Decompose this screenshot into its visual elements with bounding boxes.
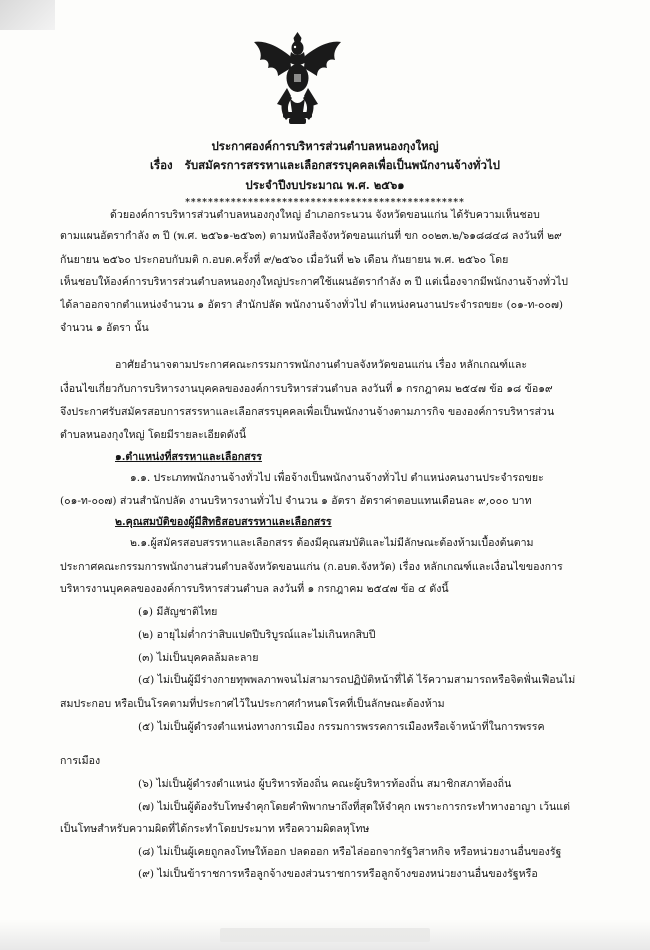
subject-text: รับสมัครการสรรหาและเลือกสรรบุคคลเพื่อเป็นพนักงานจ้างทั่วไป <box>184 158 500 172</box>
separator-line: ************************************************* <box>185 198 465 208</box>
qualification-item: (๖) ไม่เป็นผู้ดำรงตำแหน่ง ผู้บริหารท้องถิ่น คณะผู้บริหารท้องถิ่น สมาชิกสภาท้องถิ่น <box>138 778 512 790</box>
paragraph-line: จึงประกาศรับสมัครสอบการสรรหาและเลือกสรรบุคคลเพื่อเป็นพนักงานจ้างตามภารกิจ ขององค์การบริหารส่วน <box>60 406 555 418</box>
qualification-item: (๓) ไม่เป็นบุคคลล้มละลาย <box>138 652 259 664</box>
paragraph-line: ได้ลาออกจากตำแหน่งจำนวน ๑ อัตรา สำนักปลัด พนักงานจ้างทั่วไป ตำแหน่งคนงานประจำรถขยะ (๐๑-ท-๐๐๗) <box>60 299 564 311</box>
section-2-line: ประกาศคณะกรรมการพนักงานส่วนตำบลจังหวัดขอนแก่น (ก.อบต.จังหวัด) เรื่อง หลักเกณฑ์และเงื่อนไขของการ <box>60 561 563 573</box>
paragraph-line: จำนวน ๑ อัตรา นั้น <box>60 322 149 334</box>
fiscal-year: ประจำปีงบประมาณ พ.ศ. ๒๕๖๑ <box>245 178 405 192</box>
qualification-item-cont: สมประกอบ หรือเป็นโรคตามที่ประกาศไว้ในประกาศกำหนดโรคที่เป็นลักษณะต้องห้าม <box>60 698 445 710</box>
section-1-line: ๑.๑. ประเภทพนักงานจ้างทั่วไป เพื่อจ้างเป็นพนักงานจ้างทั่วไป ตำแหน่งคนงานประจำรถขยะ <box>130 472 544 484</box>
paragraph-line: เงื่อนไขเกี่ยวกับการบริหารงานบุคคลขององค์การบริหารส่วนตำบล ลงวันที่ ๑ กรกฎาคม ๒๕๔๗ ข้อ ๑๘ ข้อ๑๙ <box>60 383 553 395</box>
paragraph-line: อาศัยอำนาจตามประกาศคณะกรรมการพนักงานตำบลจังหวัดขอนแก่น เรื่อง หลักเกณฑ์และ <box>115 359 528 371</box>
qualification-item: (๑) มีสัญชาติไทย <box>138 606 218 618</box>
document-title: ประกาศองค์การบริหารส่วนตำบลหนองกุงใหญ่ <box>211 139 439 153</box>
qualification-item: (๗) ไม่เป็นผู้ต้องรับโทษจำคุกโดยคำพิพากษาถึงที่สุดให้จำคุก เพราะการกระทำทางอาญา เว้นแต่ <box>138 801 571 813</box>
qualification-item: (๔) ไม่เป็นผู้มีร่างกายทุพพลภาพจนไม่สามารถปฏิบัติหน้าที่ได้ ไร้ความสามารถหรือจิตฟั่นเฟือนไม่ <box>138 674 576 686</box>
garuda-emblem-icon <box>250 28 345 128</box>
qualification-item-cont: เป็นโทษสำหรับความผิดที่ได้กระทำโดยประมาท หรือความผิดลหุโทษ <box>60 823 370 835</box>
paragraph-line: ตำบลหนองกุงใหญ่ โดยมีรายละเอียดดังนี้ <box>60 429 247 441</box>
document-subject <box>0 156 650 174</box>
paragraph-line: กันยายน ๒๕๖๐ ประกอบกับมติ ก.อบต.ครั้งที่ ๙/๒๕๖๐ เมื่อวันที่ ๒๖ เดือน กันยายน พ.ศ. ๒๕๖๐ โดย <box>60 254 509 266</box>
qualification-item: (๘) ไม่เป็นผู้เคยถูกลงโทษให้ออก ปลดออก หรือไล่ออกจากรัฐวิสาหกิจ หรือหน่วยงานอื่นของรัฐ <box>138 846 562 858</box>
paragraph-line: เห็นชอบให้องค์การบริหารส่วนตำบลหนองกุงใหญ่ประกาศใช้แผนอัตรากำลัง ๓ ปี แต่เนื่องจากมีพนักงานจ้างทั่วไป <box>60 276 569 288</box>
section-2-title: ๒.คุณสมบัติของผู้มีสิทธิสอบสรรหาและเลือกสรร <box>115 516 332 528</box>
paragraph-line: ด้วยองค์การบริหารส่วนตำบลหนองกุงใหญ่ อำเภอกระนวน จังหวัดขอนแก่น ได้รับความเห็นชอบ <box>110 209 540 221</box>
qualification-item-cont: การเมือง <box>60 755 101 767</box>
section-1-title: ๑.ตำแหน่งที่สรรหาและเลือกสรร <box>115 451 262 463</box>
scan-edge-shadow <box>0 920 650 950</box>
subject-label: เรื่อง <box>150 158 173 172</box>
qualification-item: (๒) อายุไม่ต่ำกว่าสิบแปดปีบริบูรณ์และไม่เกินหกสิบปี <box>138 629 376 641</box>
paragraph-line: ตามแผนอัตรากำลัง ๓ ปี (พ.ศ. ๒๕๖๑-๒๕๖๓) ตามหนังสือจังหวัดขอนแก่นที่ ขก ๐๐๒๓.๒/๖๑๘๘๔๘ ลงวันที่ ๒๙ <box>60 230 562 242</box>
qualification-item: (๕) ไม่เป็นผู้ดำรงตำแหน่งทางการเมือง กรรมการพรรคการเมืองหรือเจ้าหน้าที่ในการพรรค <box>138 721 545 733</box>
section-1-line: (๐๑-ท-๐๐๗) ส่วนสำนักปลัด งานบริหารงานทั่วไป จำนวน ๑ อัตรา อัตราค่าตอบแทนเดือนละ ๙,๐๐๐ บาท <box>60 495 532 507</box>
qualification-item: (๙) ไม่เป็นข้าราชการหรือลูกจ้างของส่วนราชการหรือลูกจ้างของหน่วยงานอื่นของรัฐหรือ <box>138 868 538 880</box>
scan-edge-shadow <box>0 0 55 30</box>
section-2-line: บริหารงานบุคคลขององค์การบริหารส่วนตำบล ลงวันที่ ๑ กรกฎาคม ๒๕๔๗ ข้อ ๔ ดังนี้ <box>60 583 449 595</box>
section-2-line: ๒.๑.ผู้สมัครสอบสรรหาและเลือกสรร ต้องมีคุณสมบัติและไม่มีลักษณะต้องห้ามเบื้องต้นตาม <box>130 537 534 549</box>
